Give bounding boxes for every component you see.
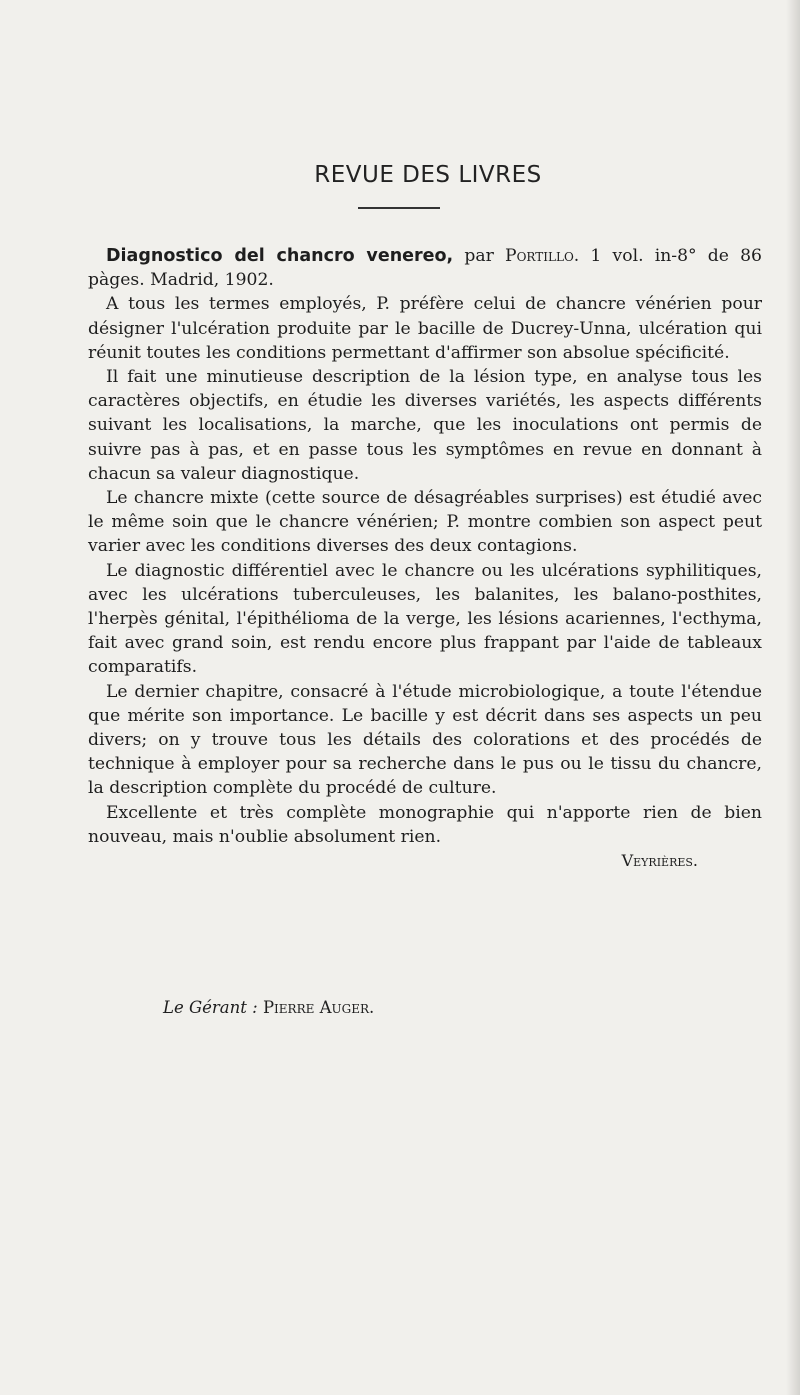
book-title: Diagnostico del chancro venereo, [106,246,454,266]
review-paragraph: Le dernier chapitre, consacré à l'étude microbiologique, a toute l'étendue que mérite son importance. Le bacille y est décrit dans ses aspects un peu divers; on y trouve tous les détails des colorations et des procédés de technique à employer pour sa recherche dans le pus ou le tissu du chancre, la description complète du procédé de culture. [88,681,762,799]
title-rule [358,207,440,209]
book-review [88,244,762,873]
gerant-label: Le Gérant : [163,998,258,1017]
signature-line [88,849,762,873]
by-word: par [464,246,494,266]
review-paragraph: Le diagnostic différentiel avec le chancre ou les ulcérations syphilitiques, avec les ulcérations tuberculeuses, les balanites, les balano-posthites, l'herpès génital, l'épithélioma de la verge, les lésions acariennes, l'ecthyma, fait avec grand soin, est rendu encore plus frappant par l'aide de tableaux comparatifs. [88,560,762,678]
section-title: REVUE DES LIVRES [314,162,542,188]
page-edge-shadow [786,0,800,1395]
gerant-name: Pierre Auger. [262,998,375,1017]
review-heading [88,244,762,292]
book-author: Portillo [505,246,574,266]
review-paragraph: Le chancre mixte (cette source de désagréables surprises) est étudié avec le même soin que le chancre vénérien; P. montre combien son aspect peut varier avec les conditions diverses des deux contagions. [88,488,762,557]
review-paragraph: A tous les termes employés, P. préfère celui de chancre vénérien pour désigner l'ulcération produite par le bacille de Ducrey-Unna, ulcération qui réunit toutes les conditions permettant d'affirmer son absolue spécificité. [88,294,762,363]
review-paragraph-last: Excellente et très complète monographie qui n'apporte rien de bien nouveau, mais n'oublie absolument rien. [88,802,762,847]
gerant-line [163,998,374,1017]
book-meta: . 1 vol. in-8° de 86 pàges. Madrid, 1902. [88,246,762,291]
reviewer-signature: Veyrières. [621,851,698,871]
review-paragraph: Il fait une minutieuse description de la lésion type, en analyse tous les caractères objectifs, en étudie les diverses variétés, les aspects différents suivant les localisations, la marche, que les inoculations ont permis de suivre pas à pas, et en passe tous les symptômes en revue en donnant à chacun sa valeur diagnostique. [88,367,762,484]
